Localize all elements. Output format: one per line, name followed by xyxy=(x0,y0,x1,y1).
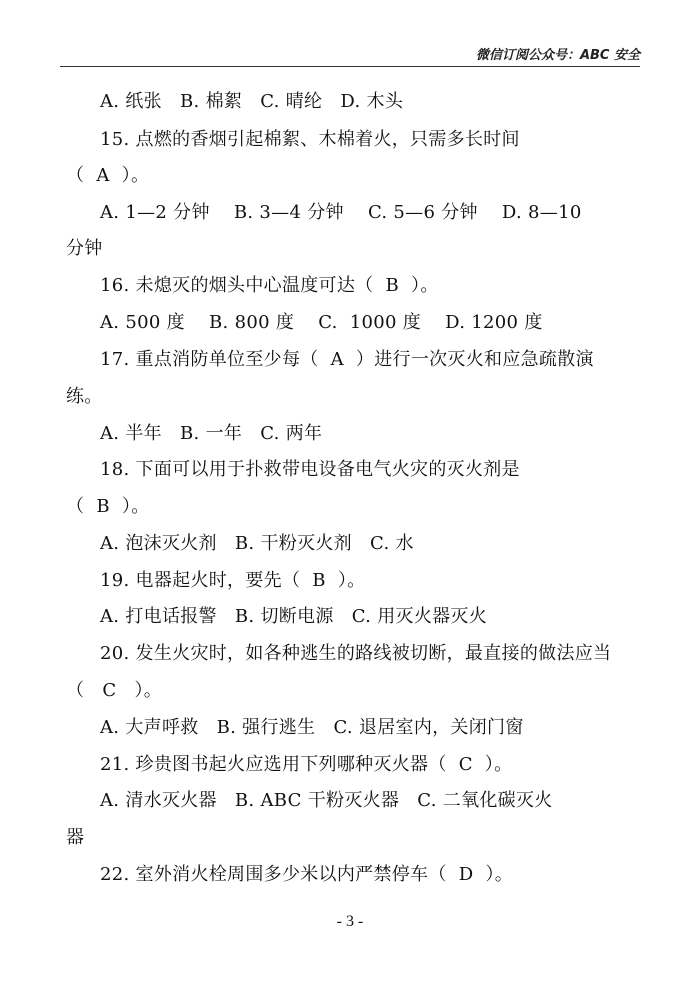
question-line: 20. 发生火灾时，如各种逃生的路线被切断，最直接的做法应当 xyxy=(100,643,612,664)
answer-line: （ C ）。 xyxy=(66,680,163,701)
continuation-line: 器 xyxy=(66,827,85,848)
option-line: A. 打电话报警 B. 切断电源 C. 用灭火器灭火 xyxy=(100,606,488,627)
answer-line: （ B ）。 xyxy=(66,496,150,517)
option-line: A. 500 度 B. 800 度 C. 1000 度 D. 1200 度 xyxy=(100,312,543,333)
option-line: A. 1—2 分钟 B. 3—4 分钟 C. 5—6 分钟 D. 8—10 xyxy=(100,202,582,223)
page-header: 微信订阅公众号：ABC 安全 xyxy=(475,48,640,63)
continuation-line: 练。 xyxy=(66,386,103,407)
option-line: A. 半年 B. 一年 C. 两年 xyxy=(100,423,323,444)
question-line: 15. 点燃的香烟引起棉絮、木棉着火，只需多长时间 xyxy=(100,129,520,150)
question-line: 19. 电器起火时，要先（ B ）。 xyxy=(100,570,366,591)
question-line: 22. 室外消火栓周围多少米以内严禁停车（ D ）。 xyxy=(100,864,514,885)
page-number: - 3 - xyxy=(336,913,364,930)
answer-line: （ A ）。 xyxy=(66,165,150,186)
option-line: A. 纸张 B. 棉絮 C. 晴纶 D. 木头 xyxy=(100,91,404,112)
question-line: 21. 珍贵图书起火应选用下列哪种灭火器（ C ）。 xyxy=(100,754,513,775)
question-line: 18. 下面可以用于扑救带电设备电气火灾的灭火剂是 xyxy=(100,459,520,480)
question-line: 17. 重点消防单位至少每（ A ）进行一次灭火和应急疏散演 xyxy=(100,349,594,370)
option-line: A. 大声呼救 B. 强行逃生 C. 退居室内，关闭门窗 xyxy=(100,717,524,738)
option-line: A. 泡沫灭火剂 B. 干粉灭火剂 C. 水 xyxy=(100,533,414,554)
option-line: A. 清水灭火器 B. ABC 干粉灭火器 C. 二氧化碳灭火 xyxy=(100,790,553,811)
header-divider xyxy=(60,66,640,67)
continuation-line: 分钟 xyxy=(66,238,103,259)
question-line: 16. 未熄灭的烟头中心温度可达（ B ）。 xyxy=(100,275,439,296)
